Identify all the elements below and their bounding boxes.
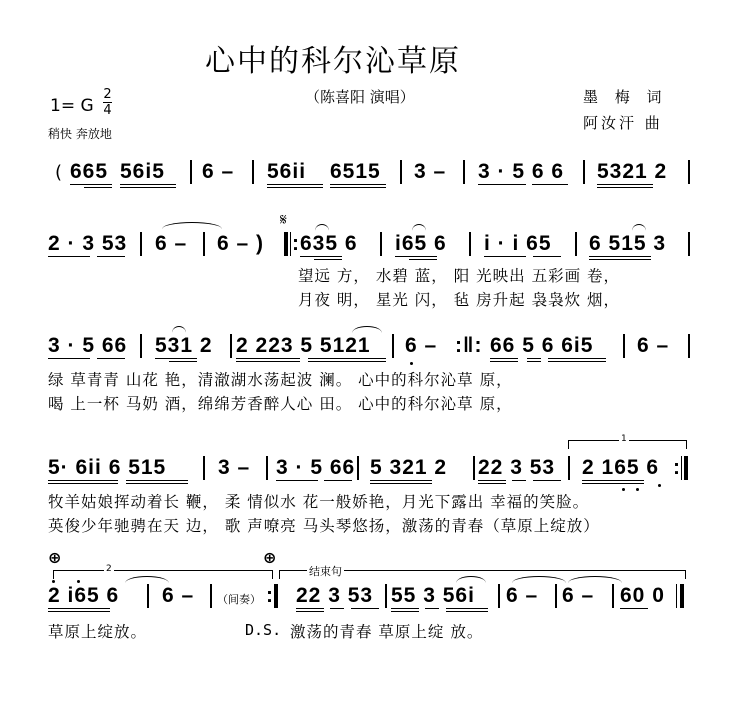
measure: 6 – [155,232,188,255]
low-octave-dot [636,488,639,491]
measure: 2 i65 6 [48,584,120,607]
time-sig-bottom: 4 [103,103,112,118]
barline [623,334,625,358]
barline [203,232,205,256]
repeat-dots: : [673,456,681,479]
underline [478,480,506,481]
barline [676,584,677,608]
measure: 5 321 2 [370,456,448,479]
measure: 66 5 6 6i5 [490,334,594,357]
underline [597,184,653,185]
underline [478,184,526,185]
measure: 2 · 3 53 [48,232,128,255]
measure: 6 – [506,584,539,607]
measure: 22 3 53 [478,456,556,479]
barline [290,232,291,256]
final-barline [680,584,684,608]
slur [632,224,646,231]
barline [583,160,585,184]
slur [315,224,329,231]
barline [568,456,570,480]
measure: 6 – [637,334,670,357]
underline [314,256,342,257]
lyrics: 激荡的青春 草原上绽 放。 [290,623,484,641]
repeat-dots: : [292,232,300,255]
measure: 3 – [218,456,251,479]
lyricist-credit: 墨 梅 词 [583,88,668,106]
measure: 6 515 3 [589,232,667,255]
measure: 6 – [562,584,595,607]
barline [380,232,382,256]
lyrics-verse-2: 月夜 明， 星光 闪， 毡 房升起 袅袅炊 烟， [298,291,620,309]
tie [125,576,169,583]
underline [97,358,125,359]
underline [582,480,644,481]
open-paren: ( [55,162,63,183]
barline [681,456,682,480]
lyrics-verse-1: 牧羊姑娘挥动着长 鞭， 柔 情似水 花一般娇艳，月光下露出 幸福的笑脸。 [48,493,590,511]
measure: 6 – [202,160,235,183]
underline [169,358,197,359]
barline [688,334,690,358]
underline [120,184,176,185]
measure: 3 · 5 66 [48,334,128,357]
barline [575,232,577,256]
barline [230,334,232,358]
barline [140,232,142,256]
underline [533,480,561,481]
song-title: 心中的科尔沁草原 [205,44,461,79]
coda-icon: ⊕ [263,548,277,567]
key-signature: 1= G [50,96,94,116]
tie [568,576,622,583]
underline [48,480,118,481]
barline [400,160,402,184]
underline [48,608,110,609]
underline [330,184,386,185]
measure: 5· 6ii 6 515 [48,456,167,479]
underline [490,358,518,359]
underline [84,184,112,185]
barline [555,584,557,608]
measure: 22 3 53 [296,584,374,607]
measure: 2 223 5 5121 [236,334,371,357]
underline [276,480,318,481]
measure: i · i 65 [484,232,552,255]
tie [512,576,566,583]
measure: 6 – ) [217,232,265,255]
underline [48,358,90,359]
barline [498,584,500,608]
measure: i65 6 [395,232,447,255]
slur [456,576,486,583]
barline [463,160,465,184]
underline [533,256,561,257]
measure: 531 2 [155,334,213,357]
underline [97,256,125,257]
interlude-label: （间奏） [217,593,261,606]
volta-label: 2 [106,564,112,574]
lyrics-verse-1: 望远 方， 水碧 蓝， 阳 光映出 五彩画 卷， [298,267,620,285]
composer-credit: 阿汝汗 曲 [583,114,663,132]
measure: 635 6 [300,232,358,255]
measure: 5321 2 [597,160,668,183]
underline [296,608,324,609]
lyrics-verse-1: 绿 草青青 山花 艳，清澈湖水荡起波 澜。 心中的科尔沁草 原， [48,371,513,389]
underline [527,358,541,359]
tie [162,222,222,229]
coda-icon: ⊕ [48,548,62,567]
underline [126,480,188,481]
ending-label: 结束句 [309,565,342,578]
barline [469,232,471,256]
barline [210,584,212,608]
low-octave-dot [410,362,413,365]
underline [267,184,323,185]
underline [330,608,344,609]
volta-label: 1 [621,434,627,444]
underline [484,256,526,257]
slur [352,326,382,333]
measure: 6515 [330,160,381,183]
time-sig-top: 2 [103,87,112,102]
underline [512,480,526,481]
barline [392,334,394,358]
underline [548,358,606,359]
measure: 60 0 [620,584,665,607]
measure: 56i5 [120,160,165,183]
measure: 3 – [414,160,447,183]
underline [620,608,648,609]
repeat-end-barline [684,456,688,480]
barline [140,334,142,358]
barline [147,584,149,608]
segno-icon: 𝄋 [280,210,287,229]
measure: 3 · 5 66 [276,456,356,479]
dal-segno-marking: D.S. [245,621,282,639]
underline [236,358,300,359]
barline [688,160,690,184]
barline [385,584,387,608]
high-octave-dot [52,580,55,583]
underline [446,608,488,609]
measure: 6 – [162,584,195,607]
repeat-end-barline [274,584,278,608]
singer-credit: （陈喜阳 演唱） [305,88,415,106]
measure: 2 165 6 [582,456,660,479]
high-octave-dot [77,580,80,583]
underline [589,256,651,257]
lyrics-verse-2: 英俊少年驰骋在天 边， 歌 声嘹亮 马头琴悠扬，激荡的青春（草原上绽放） [48,517,600,535]
underline [324,480,352,481]
barline [688,232,690,256]
barline [190,160,192,184]
barline [357,456,359,480]
barline [266,456,268,480]
repeat-sign: :‖: [455,334,483,357]
low-octave-dot [622,488,625,491]
underline [391,608,419,609]
measure: 3 · 5 6 6 [478,160,565,183]
underline [48,256,90,257]
underline [425,608,439,609]
slur [172,326,186,333]
underline [409,256,437,257]
lyrics: 草原上绽放。 [48,623,148,641]
repeat-start-barline [284,232,288,256]
lyrics-verse-2: 喝 上一杯 马奶 酒，绵绵芳香醉人心 田。 心中的科尔沁草 原， [48,395,513,413]
underline [351,608,379,609]
time-signature [103,88,112,117]
measure: 56ii [267,160,307,183]
barline [252,160,254,184]
barline [203,456,205,480]
barline [473,456,475,480]
underline [532,184,568,185]
underline [308,358,386,359]
measure: 665 [70,160,109,183]
slur [412,224,426,231]
barline [612,584,614,608]
measure: 55 3 56i [391,584,475,607]
measure: 6 – [405,334,438,357]
repeat-dots: : [266,584,274,607]
tempo-marking: 稍快 奔放地 [48,127,112,141]
underline [370,480,432,481]
low-octave-dot [658,484,661,487]
